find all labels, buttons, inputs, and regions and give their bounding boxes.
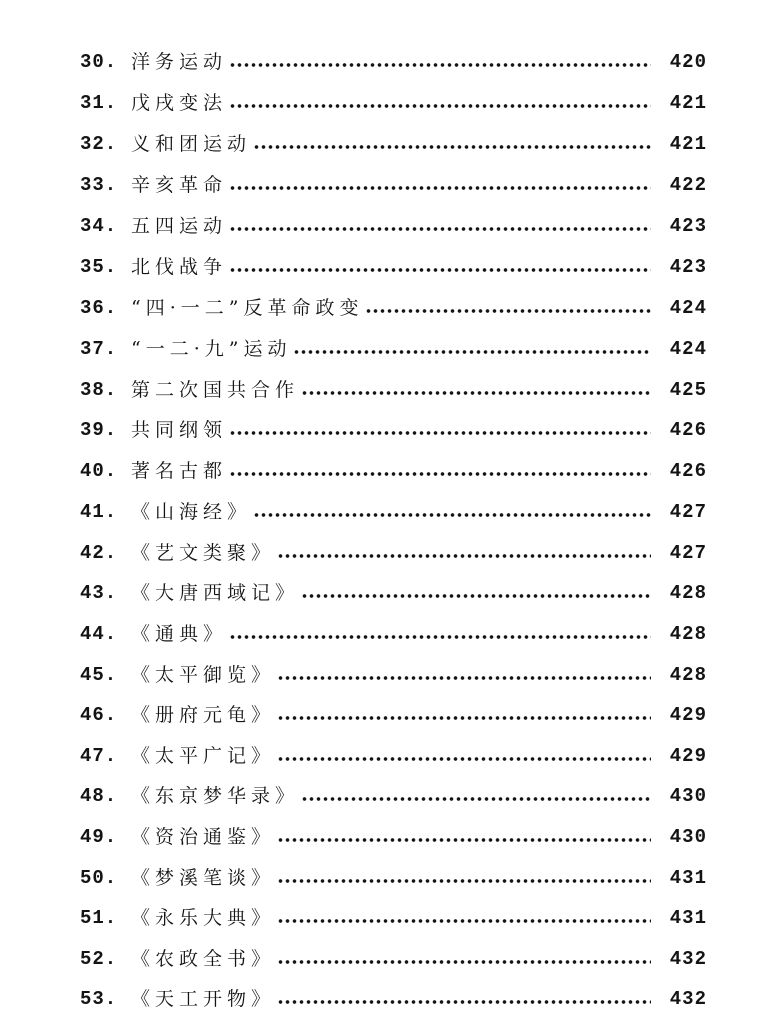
entry-title: 著名古都 (131, 460, 228, 482)
entry-title: 《永乐大典》 (131, 907, 276, 929)
toc-entry (0, 538, 768, 568)
toc-entry (0, 944, 768, 974)
entry-title: 《天工开物》 (131, 988, 276, 1010)
dot-leader (277, 984, 651, 1014)
entry-number: 31. (80, 92, 118, 114)
entry-number: 44. (80, 623, 118, 645)
toc-entry (0, 660, 768, 690)
dot-leader (229, 170, 651, 200)
entry-page-number: 430 (669, 785, 707, 807)
entry-line (131, 538, 651, 568)
entry-title: “一二·九”运动 (131, 338, 292, 360)
toc-entry (0, 293, 768, 323)
entry-title: 《太平广记》 (131, 745, 276, 767)
entry-number: 40. (80, 460, 118, 482)
entry-title: 辛亥革命 (131, 174, 228, 196)
entry-title: 义和团运动 (131, 133, 252, 155)
dot-leader (301, 781, 651, 811)
toc-entry (0, 252, 768, 282)
dot-leader (277, 660, 651, 690)
entry-line (131, 619, 651, 649)
entry-line (131, 334, 651, 364)
dot-leader (277, 538, 651, 568)
dot-leader (365, 293, 651, 323)
entry-number: 42. (80, 542, 118, 564)
entry-number: 34. (80, 215, 118, 237)
toc-entry (0, 578, 768, 608)
entry-page-number: 423 (669, 256, 707, 278)
entry-line (131, 375, 651, 405)
entry-number: 53. (80, 988, 118, 1010)
entry-line (131, 415, 651, 445)
entry-number: 41. (80, 501, 118, 523)
dot-leader (229, 211, 651, 241)
dot-leader (277, 822, 651, 852)
toc-entry (0, 781, 768, 811)
entry-page-number: 431 (669, 867, 707, 889)
entry-page-number: 421 (669, 133, 707, 155)
entry-page-number: 424 (669, 297, 707, 319)
entry-page-number: 427 (669, 501, 707, 523)
entry-number: 36. (80, 297, 118, 319)
entry-line (131, 700, 651, 730)
entry-page-number: 422 (669, 174, 707, 196)
entry-number: 30. (80, 51, 118, 73)
entry-line (131, 741, 651, 771)
toc-entry (0, 741, 768, 771)
entry-page-number: 421 (669, 92, 707, 114)
entry-line (131, 129, 651, 159)
entry-title: 《资治通鉴》 (131, 826, 276, 848)
entry-title: 《农政全书》 (131, 948, 276, 970)
entry-page-number: 420 (669, 51, 707, 73)
toc-entry (0, 497, 768, 527)
dot-leader (301, 375, 651, 405)
entry-title: 《通典》 (131, 623, 228, 645)
entry-title: 第二次国共合作 (131, 379, 300, 401)
entry-page-number: 426 (669, 460, 707, 482)
entry-number: 52. (80, 948, 118, 970)
entry-number: 49. (80, 826, 118, 848)
toc-entry (0, 211, 768, 241)
entry-number: 35. (80, 256, 118, 278)
dot-leader (301, 578, 651, 608)
entry-page-number: 428 (669, 582, 707, 604)
entry-line (131, 497, 651, 527)
entry-line (131, 863, 651, 893)
entry-title: 洋务运动 (131, 51, 228, 73)
entry-title: 《艺文类聚》 (131, 542, 276, 564)
dot-leader (277, 741, 651, 771)
entry-line (131, 578, 651, 608)
entry-page-number: 427 (669, 542, 707, 564)
entry-number: 33. (80, 174, 118, 196)
toc-entry (0, 375, 768, 405)
dot-leader (253, 497, 651, 527)
entry-number: 47. (80, 745, 118, 767)
entry-number: 50. (80, 867, 118, 889)
entry-number: 48. (80, 785, 118, 807)
entry-title: 《梦溪笔谈》 (131, 867, 276, 889)
entry-number: 45. (80, 664, 118, 686)
entry-number: 43. (80, 582, 118, 604)
dot-leader (229, 619, 651, 649)
toc-entry (0, 984, 768, 1014)
dot-leader (277, 700, 651, 730)
entry-page-number: 429 (669, 704, 707, 726)
dot-leader (229, 415, 651, 445)
entry-line (131, 984, 651, 1014)
entry-page-number: 428 (669, 664, 707, 686)
dot-leader (277, 903, 651, 933)
dot-leader (229, 456, 651, 486)
entry-line (131, 660, 651, 690)
entry-number: 51. (80, 907, 118, 929)
entry-line (131, 211, 651, 241)
entry-title: 共同纲领 (131, 419, 228, 441)
entry-line (131, 88, 651, 118)
entry-page-number: 432 (669, 948, 707, 970)
entry-title: 戊戌变法 (131, 92, 228, 114)
toc-entry (0, 415, 768, 445)
entry-title: 《大唐西域记》 (131, 582, 300, 604)
entry-line (131, 456, 651, 486)
entry-page-number: 428 (669, 623, 707, 645)
dot-leader (293, 334, 651, 364)
dot-leader (277, 944, 651, 974)
entry-line (131, 170, 651, 200)
entry-title: 《山海经》 (131, 501, 252, 523)
toc-entry (0, 129, 768, 159)
entry-line (131, 822, 651, 852)
toc-entry (0, 170, 768, 200)
toc-entry (0, 619, 768, 649)
dot-leader (229, 88, 651, 118)
entry-number: 46. (80, 704, 118, 726)
entry-page-number: 423 (669, 215, 707, 237)
entry-line (131, 47, 651, 77)
entry-number: 38. (80, 379, 118, 401)
entry-page-number: 430 (669, 826, 707, 848)
entry-title: “四·一二”反革命政变 (131, 297, 364, 319)
entry-page-number: 432 (669, 988, 707, 1010)
toc-entry (0, 334, 768, 364)
entry-number: 32. (80, 133, 118, 155)
entry-title: 《太平御览》 (131, 664, 276, 686)
entry-title: 北伐战争 (131, 256, 228, 278)
toc-entry (0, 863, 768, 893)
entry-line (131, 781, 651, 811)
entry-page-number: 424 (669, 338, 707, 360)
toc-entry (0, 903, 768, 933)
toc-entry (0, 822, 768, 852)
entry-number: 37. (80, 338, 118, 360)
dot-leader (229, 252, 651, 282)
entry-title: 《东京梦华录》 (131, 785, 300, 807)
entry-page-number: 431 (669, 907, 707, 929)
toc-entry (0, 700, 768, 730)
dot-leader (253, 129, 651, 159)
entry-page-number: 426 (669, 419, 707, 441)
entry-line (131, 293, 651, 323)
entry-line (131, 944, 651, 974)
entry-title: 五四运动 (131, 215, 228, 237)
entry-page-number: 425 (669, 379, 707, 401)
entry-line (131, 252, 651, 282)
entry-page-number: 429 (669, 745, 707, 767)
entry-title: 《册府元龟》 (131, 704, 276, 726)
entry-line (131, 903, 651, 933)
toc-entry (0, 456, 768, 486)
dot-leader (229, 47, 651, 77)
toc-entry (0, 47, 768, 77)
entry-number: 39. (80, 419, 118, 441)
dot-leader (277, 863, 651, 893)
toc-entry (0, 88, 768, 118)
